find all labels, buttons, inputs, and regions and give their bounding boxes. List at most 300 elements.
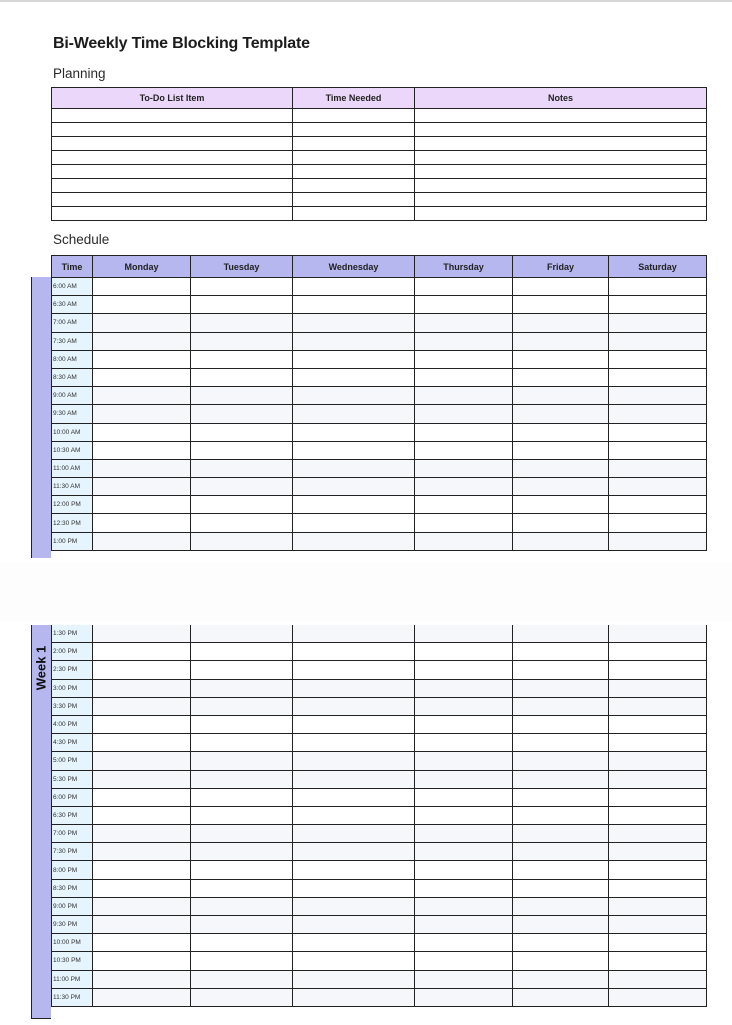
saturday-slot-cell[interactable] bbox=[609, 843, 707, 861]
friday-slot-cell[interactable] bbox=[513, 496, 609, 514]
wednesday-slot-cell[interactable] bbox=[293, 423, 415, 441]
wednesday-slot-cell[interactable] bbox=[293, 496, 415, 514]
time-slot-label: 11:00 PM bbox=[52, 970, 93, 988]
saturday-slot-cell[interactable] bbox=[609, 788, 707, 806]
thursday-slot-cell[interactable] bbox=[415, 788, 513, 806]
todo-cell[interactable] bbox=[52, 137, 293, 151]
saturday-slot-cell[interactable] bbox=[609, 934, 707, 952]
monday-slot-cell[interactable] bbox=[93, 806, 191, 824]
friday-slot-cell[interactable] bbox=[513, 368, 609, 386]
tuesday-slot-cell[interactable] bbox=[191, 423, 293, 441]
thursday-slot-cell[interactable] bbox=[415, 934, 513, 952]
wednesday-slot-cell[interactable] bbox=[293, 350, 415, 368]
wednesday-slot-cell[interactable] bbox=[293, 843, 415, 861]
todo-cell[interactable] bbox=[52, 109, 293, 123]
schedule-row bbox=[52, 661, 707, 679]
tuesday-slot-cell[interactable] bbox=[191, 916, 293, 934]
thursday-slot-cell[interactable] bbox=[415, 296, 513, 314]
column-header-time: Time bbox=[52, 256, 93, 278]
saturday-slot-cell[interactable] bbox=[609, 496, 707, 514]
wednesday-slot-cell[interactable] bbox=[293, 697, 415, 715]
thursday-slot-cell[interactable] bbox=[415, 988, 513, 1006]
schedule-row bbox=[52, 332, 707, 350]
time-slot-label: 1:30 PM bbox=[52, 625, 93, 643]
wednesday-slot-cell[interactable] bbox=[293, 952, 415, 970]
time-needed-cell[interactable] bbox=[293, 207, 415, 221]
friday-slot-cell[interactable] bbox=[513, 988, 609, 1006]
tuesday-slot-cell[interactable] bbox=[191, 459, 293, 477]
wednesday-slot-cell[interactable] bbox=[293, 459, 415, 477]
tuesday-slot-cell[interactable] bbox=[191, 643, 293, 661]
wednesday-slot-cell[interactable] bbox=[293, 314, 415, 332]
saturday-slot-cell[interactable] bbox=[609, 314, 707, 332]
todo-cell[interactable] bbox=[52, 123, 293, 137]
monday-slot-cell[interactable] bbox=[93, 715, 191, 733]
notes-cell[interactable] bbox=[415, 193, 707, 207]
monday-slot-cell[interactable] bbox=[93, 661, 191, 679]
thursday-slot-cell[interactable] bbox=[415, 478, 513, 496]
monday-slot-cell[interactable] bbox=[93, 734, 191, 752]
monday-slot-cell[interactable] bbox=[93, 532, 191, 550]
time-needed-cell[interactable] bbox=[293, 165, 415, 179]
friday-slot-cell[interactable] bbox=[513, 532, 609, 550]
time-slot-label: 5:00 PM bbox=[52, 752, 93, 770]
saturday-slot-cell[interactable] bbox=[609, 897, 707, 915]
friday-slot-cell[interactable] bbox=[513, 952, 609, 970]
wednesday-slot-cell[interactable] bbox=[293, 897, 415, 915]
notes-cell[interactable] bbox=[415, 109, 707, 123]
tuesday-slot-cell[interactable] bbox=[191, 752, 293, 770]
tuesday-slot-cell[interactable] bbox=[191, 897, 293, 915]
schedule-row bbox=[52, 697, 707, 715]
schedule-heading: Schedule bbox=[53, 232, 110, 247]
saturday-slot-cell[interactable] bbox=[609, 405, 707, 423]
friday-slot-cell[interactable] bbox=[513, 897, 609, 915]
schedule-row bbox=[52, 861, 707, 879]
thursday-slot-cell[interactable] bbox=[415, 752, 513, 770]
thursday-slot-cell[interactable] bbox=[415, 806, 513, 824]
friday-slot-cell[interactable] bbox=[513, 405, 609, 423]
friday-slot-cell[interactable] bbox=[513, 459, 609, 477]
saturday-slot-cell[interactable] bbox=[609, 514, 707, 532]
monday-slot-cell[interactable] bbox=[93, 514, 191, 532]
monday-slot-cell[interactable] bbox=[93, 752, 191, 770]
thursday-slot-cell[interactable] bbox=[415, 423, 513, 441]
planning-header-row bbox=[52, 88, 707, 109]
tuesday-slot-cell[interactable] bbox=[191, 825, 293, 843]
tuesday-slot-cell[interactable] bbox=[191, 278, 293, 296]
tuesday-slot-cell[interactable] bbox=[191, 679, 293, 697]
column-header-wednesday: Wednesday bbox=[293, 256, 415, 278]
time-needed-cell[interactable] bbox=[293, 137, 415, 151]
planning-row bbox=[52, 179, 707, 193]
wednesday-slot-cell[interactable] bbox=[293, 934, 415, 952]
friday-slot-cell[interactable] bbox=[513, 861, 609, 879]
planning-row bbox=[52, 207, 707, 221]
wednesday-slot-cell[interactable] bbox=[293, 661, 415, 679]
time-needed-cell[interactable] bbox=[293, 193, 415, 207]
monday-slot-cell[interactable] bbox=[93, 405, 191, 423]
planning-row bbox=[52, 109, 707, 123]
column-header-friday: Friday bbox=[513, 256, 609, 278]
saturday-slot-cell[interactable] bbox=[609, 459, 707, 477]
schedule-row bbox=[52, 496, 707, 514]
time-slot-label: 3:00 PM bbox=[52, 679, 93, 697]
monday-slot-cell[interactable] bbox=[93, 788, 191, 806]
notes-cell[interactable] bbox=[415, 123, 707, 137]
monday-slot-cell[interactable] bbox=[93, 970, 191, 988]
thursday-slot-cell[interactable] bbox=[415, 715, 513, 733]
monday-slot-cell[interactable] bbox=[93, 679, 191, 697]
notes-cell[interactable] bbox=[415, 151, 707, 165]
friday-slot-cell[interactable] bbox=[513, 697, 609, 715]
wednesday-slot-cell[interactable] bbox=[293, 770, 415, 788]
time-slot-label: 9:00 PM bbox=[52, 897, 93, 915]
saturday-slot-cell[interactable] bbox=[609, 625, 707, 643]
time-slot-label: 7:30 AM bbox=[52, 332, 93, 350]
monday-slot-cell[interactable] bbox=[93, 368, 191, 386]
planning-row bbox=[52, 165, 707, 179]
wednesday-slot-cell[interactable] bbox=[293, 988, 415, 1006]
wednesday-slot-cell[interactable] bbox=[293, 825, 415, 843]
monday-slot-cell[interactable] bbox=[93, 296, 191, 314]
tuesday-slot-cell[interactable] bbox=[191, 788, 293, 806]
saturday-slot-cell[interactable] bbox=[609, 350, 707, 368]
schedule-row bbox=[52, 988, 707, 1006]
column-header-notes: Notes bbox=[415, 88, 707, 109]
monday-slot-cell[interactable] bbox=[93, 423, 191, 441]
wednesday-slot-cell[interactable] bbox=[293, 441, 415, 459]
schedule-body-part2 bbox=[52, 625, 707, 1006]
thursday-slot-cell[interactable] bbox=[415, 350, 513, 368]
saturday-slot-cell[interactable] bbox=[609, 952, 707, 970]
thursday-slot-cell[interactable] bbox=[415, 625, 513, 643]
monday-slot-cell[interactable] bbox=[93, 314, 191, 332]
thursday-slot-cell[interactable] bbox=[415, 441, 513, 459]
tuesday-slot-cell[interactable] bbox=[191, 405, 293, 423]
tuesday-slot-cell[interactable] bbox=[191, 387, 293, 405]
wednesday-slot-cell[interactable] bbox=[293, 879, 415, 897]
wednesday-slot-cell[interactable] bbox=[293, 278, 415, 296]
tuesday-slot-cell[interactable] bbox=[191, 441, 293, 459]
wednesday-slot-cell[interactable] bbox=[293, 625, 415, 643]
todo-cell[interactable] bbox=[52, 151, 293, 165]
friday-slot-cell[interactable] bbox=[513, 441, 609, 459]
time-slot-label: 7:00 AM bbox=[52, 314, 93, 332]
tuesday-slot-cell[interactable] bbox=[191, 514, 293, 532]
time-needed-cell[interactable] bbox=[293, 179, 415, 193]
tuesday-slot-cell[interactable] bbox=[191, 934, 293, 952]
time-slot-label: 9:30 PM bbox=[52, 916, 93, 934]
planning-row bbox=[52, 137, 707, 151]
saturday-slot-cell[interactable] bbox=[609, 734, 707, 752]
tuesday-slot-cell[interactable] bbox=[191, 806, 293, 824]
wednesday-slot-cell[interactable] bbox=[293, 970, 415, 988]
monday-slot-cell[interactable] bbox=[93, 332, 191, 350]
saturday-slot-cell[interactable] bbox=[609, 879, 707, 897]
friday-slot-cell[interactable] bbox=[513, 314, 609, 332]
column-header-saturday: Saturday bbox=[609, 256, 707, 278]
schedule-row bbox=[52, 368, 707, 386]
todo-cell[interactable] bbox=[52, 179, 293, 193]
monday-slot-cell[interactable] bbox=[93, 350, 191, 368]
monday-slot-cell[interactable] bbox=[93, 643, 191, 661]
friday-slot-cell[interactable] bbox=[513, 916, 609, 934]
friday-slot-cell[interactable] bbox=[513, 970, 609, 988]
time-slot-label: 12:00 PM bbox=[52, 496, 93, 514]
time-slot-label: 4:30 PM bbox=[52, 734, 93, 752]
thursday-slot-cell[interactable] bbox=[415, 387, 513, 405]
schedule-body-part1 bbox=[52, 278, 707, 551]
thursday-slot-cell[interactable] bbox=[415, 532, 513, 550]
thursday-slot-cell[interactable] bbox=[415, 861, 513, 879]
notes-cell[interactable] bbox=[415, 137, 707, 151]
page-top-border bbox=[0, 0, 732, 2]
monday-slot-cell[interactable] bbox=[93, 387, 191, 405]
monday-slot-cell[interactable] bbox=[93, 441, 191, 459]
tuesday-slot-cell[interactable] bbox=[191, 496, 293, 514]
schedule-row bbox=[52, 514, 707, 532]
friday-slot-cell[interactable] bbox=[513, 643, 609, 661]
week-label-text: Week 1 bbox=[33, 645, 49, 691]
friday-slot-cell[interactable] bbox=[513, 625, 609, 643]
saturday-slot-cell[interactable] bbox=[609, 825, 707, 843]
thursday-slot-cell[interactable] bbox=[415, 897, 513, 915]
monday-slot-cell[interactable] bbox=[93, 478, 191, 496]
friday-slot-cell[interactable] bbox=[513, 332, 609, 350]
saturday-slot-cell[interactable] bbox=[609, 643, 707, 661]
thursday-slot-cell[interactable] bbox=[415, 879, 513, 897]
friday-slot-cell[interactable] bbox=[513, 514, 609, 532]
friday-slot-cell[interactable] bbox=[513, 715, 609, 733]
column-header-time-needed: Time Needed bbox=[293, 88, 415, 109]
thursday-slot-cell[interactable] bbox=[415, 970, 513, 988]
todo-cell[interactable] bbox=[52, 165, 293, 179]
tuesday-slot-cell[interactable] bbox=[191, 332, 293, 350]
time-needed-cell[interactable] bbox=[293, 123, 415, 137]
column-header-tuesday: Tuesday bbox=[191, 256, 293, 278]
planning-row bbox=[52, 123, 707, 137]
page-title: Bi-Weekly Time Blocking Template bbox=[53, 35, 310, 52]
planning-table-body bbox=[52, 109, 707, 221]
wednesday-slot-cell[interactable] bbox=[293, 752, 415, 770]
notes-cell[interactable] bbox=[415, 179, 707, 193]
tuesday-slot-cell[interactable] bbox=[191, 861, 293, 879]
tuesday-slot-cell[interactable] bbox=[191, 734, 293, 752]
wednesday-slot-cell[interactable] bbox=[293, 296, 415, 314]
thursday-slot-cell[interactable] bbox=[415, 278, 513, 296]
saturday-slot-cell[interactable] bbox=[609, 715, 707, 733]
wednesday-slot-cell[interactable] bbox=[293, 734, 415, 752]
friday-slot-cell[interactable] bbox=[513, 752, 609, 770]
tuesday-slot-cell[interactable] bbox=[191, 697, 293, 715]
friday-slot-cell[interactable] bbox=[513, 423, 609, 441]
saturday-slot-cell[interactable] bbox=[609, 332, 707, 350]
thursday-slot-cell[interactable] bbox=[415, 697, 513, 715]
saturday-slot-cell[interactable] bbox=[609, 806, 707, 824]
wednesday-slot-cell[interactable] bbox=[293, 679, 415, 697]
tuesday-slot-cell[interactable] bbox=[191, 879, 293, 897]
time-slot-label: 7:00 PM bbox=[52, 825, 93, 843]
thursday-slot-cell[interactable] bbox=[415, 514, 513, 532]
saturday-slot-cell[interactable] bbox=[609, 532, 707, 550]
thursday-slot-cell[interactable] bbox=[415, 368, 513, 386]
tuesday-slot-cell[interactable] bbox=[191, 368, 293, 386]
saturday-slot-cell[interactable] bbox=[609, 752, 707, 770]
tuesday-slot-cell[interactable] bbox=[191, 988, 293, 1006]
friday-slot-cell[interactable] bbox=[513, 478, 609, 496]
time-needed-cell[interactable] bbox=[293, 151, 415, 165]
friday-slot-cell[interactable] bbox=[513, 879, 609, 897]
friday-slot-cell[interactable] bbox=[513, 934, 609, 952]
wednesday-slot-cell[interactable] bbox=[293, 715, 415, 733]
saturday-slot-cell[interactable] bbox=[609, 770, 707, 788]
friday-slot-cell[interactable] bbox=[513, 843, 609, 861]
monday-slot-cell[interactable] bbox=[93, 988, 191, 1006]
thursday-slot-cell[interactable] bbox=[415, 661, 513, 679]
schedule-row bbox=[52, 770, 707, 788]
monday-slot-cell[interactable] bbox=[93, 825, 191, 843]
time-slot-label: 8:30 PM bbox=[52, 879, 93, 897]
friday-slot-cell[interactable] bbox=[513, 825, 609, 843]
wednesday-slot-cell[interactable] bbox=[293, 532, 415, 550]
wednesday-slot-cell[interactable] bbox=[293, 861, 415, 879]
tuesday-slot-cell[interactable] bbox=[191, 970, 293, 988]
wednesday-slot-cell[interactable] bbox=[293, 514, 415, 532]
friday-slot-cell[interactable] bbox=[513, 806, 609, 824]
wednesday-slot-cell[interactable] bbox=[293, 332, 415, 350]
friday-slot-cell[interactable] bbox=[513, 296, 609, 314]
tuesday-slot-cell[interactable] bbox=[191, 952, 293, 970]
tuesday-slot-cell[interactable] bbox=[191, 843, 293, 861]
thursday-slot-cell[interactable] bbox=[415, 916, 513, 934]
wednesday-slot-cell[interactable] bbox=[293, 405, 415, 423]
saturday-slot-cell[interactable] bbox=[609, 661, 707, 679]
saturday-slot-cell[interactable] bbox=[609, 423, 707, 441]
monday-slot-cell[interactable] bbox=[93, 861, 191, 879]
monday-slot-cell[interactable] bbox=[93, 278, 191, 296]
schedule-row bbox=[52, 843, 707, 861]
saturday-slot-cell[interactable] bbox=[609, 368, 707, 386]
monday-slot-cell[interactable] bbox=[93, 952, 191, 970]
saturday-slot-cell[interactable] bbox=[609, 278, 707, 296]
time-slot-label: 2:30 PM bbox=[52, 661, 93, 679]
wednesday-slot-cell[interactable] bbox=[293, 478, 415, 496]
tuesday-slot-cell[interactable] bbox=[191, 350, 293, 368]
thursday-slot-cell[interactable] bbox=[415, 825, 513, 843]
saturday-slot-cell[interactable] bbox=[609, 679, 707, 697]
column-header-todo: To-Do List Item bbox=[52, 88, 293, 109]
time-needed-cell[interactable] bbox=[293, 109, 415, 123]
schedule-row bbox=[52, 387, 707, 405]
wednesday-slot-cell[interactable] bbox=[293, 916, 415, 934]
friday-slot-cell[interactable] bbox=[513, 734, 609, 752]
thursday-slot-cell[interactable] bbox=[415, 459, 513, 477]
todo-cell[interactable] bbox=[52, 207, 293, 221]
thursday-slot-cell[interactable] bbox=[415, 843, 513, 861]
thursday-slot-cell[interactable] bbox=[415, 643, 513, 661]
saturday-slot-cell[interactable] bbox=[609, 916, 707, 934]
thursday-slot-cell[interactable] bbox=[415, 314, 513, 332]
saturday-slot-cell[interactable] bbox=[609, 478, 707, 496]
saturday-slot-cell[interactable] bbox=[609, 988, 707, 1006]
thursday-slot-cell[interactable] bbox=[415, 332, 513, 350]
tuesday-slot-cell[interactable] bbox=[191, 296, 293, 314]
schedule-row bbox=[52, 825, 707, 843]
schedule-row bbox=[52, 734, 707, 752]
monday-slot-cell[interactable] bbox=[93, 879, 191, 897]
schedule-row bbox=[52, 478, 707, 496]
time-slot-label: 10:00 PM bbox=[52, 934, 93, 952]
tuesday-slot-cell[interactable] bbox=[191, 625, 293, 643]
schedule-table-part1 bbox=[51, 255, 707, 551]
wednesday-slot-cell[interactable] bbox=[293, 368, 415, 386]
wednesday-slot-cell[interactable] bbox=[293, 788, 415, 806]
monday-slot-cell[interactable] bbox=[93, 897, 191, 915]
schedule-row bbox=[52, 278, 707, 296]
saturday-slot-cell[interactable] bbox=[609, 441, 707, 459]
tuesday-slot-cell[interactable] bbox=[191, 532, 293, 550]
friday-slot-cell[interactable] bbox=[513, 770, 609, 788]
thursday-slot-cell[interactable] bbox=[415, 952, 513, 970]
schedule-row bbox=[52, 806, 707, 824]
friday-slot-cell[interactable] bbox=[513, 387, 609, 405]
thursday-slot-cell[interactable] bbox=[415, 679, 513, 697]
monday-slot-cell[interactable] bbox=[93, 496, 191, 514]
tuesday-slot-cell[interactable] bbox=[191, 478, 293, 496]
schedule-row bbox=[52, 752, 707, 770]
schedule-row bbox=[52, 715, 707, 733]
thursday-slot-cell[interactable] bbox=[415, 496, 513, 514]
monday-slot-cell[interactable] bbox=[93, 843, 191, 861]
time-slot-label: 12:30 PM bbox=[52, 514, 93, 532]
saturday-slot-cell[interactable] bbox=[609, 296, 707, 314]
wednesday-slot-cell[interactable] bbox=[293, 643, 415, 661]
saturday-slot-cell[interactable] bbox=[609, 970, 707, 988]
friday-slot-cell[interactable] bbox=[513, 679, 609, 697]
friday-slot-cell[interactable] bbox=[513, 788, 609, 806]
monday-slot-cell[interactable] bbox=[93, 625, 191, 643]
monday-slot-cell[interactable] bbox=[93, 916, 191, 934]
friday-slot-cell[interactable] bbox=[513, 278, 609, 296]
friday-slot-cell[interactable] bbox=[513, 350, 609, 368]
schedule-row bbox=[52, 643, 707, 661]
time-slot-label: 5:30 PM bbox=[52, 770, 93, 788]
tuesday-slot-cell[interactable] bbox=[191, 661, 293, 679]
tuesday-slot-cell[interactable] bbox=[191, 314, 293, 332]
saturday-slot-cell[interactable] bbox=[609, 387, 707, 405]
notes-cell[interactable] bbox=[415, 165, 707, 179]
wednesday-slot-cell[interactable] bbox=[293, 387, 415, 405]
thursday-slot-cell[interactable] bbox=[415, 770, 513, 788]
thursday-slot-cell[interactable] bbox=[415, 405, 513, 423]
tuesday-slot-cell[interactable] bbox=[191, 770, 293, 788]
wednesday-slot-cell[interactable] bbox=[293, 806, 415, 824]
friday-slot-cell[interactable] bbox=[513, 661, 609, 679]
todo-cell[interactable] bbox=[52, 193, 293, 207]
time-slot-label: 1:00 PM bbox=[52, 532, 93, 550]
notes-cell[interactable] bbox=[415, 207, 707, 221]
thursday-slot-cell[interactable] bbox=[415, 734, 513, 752]
monday-slot-cell[interactable] bbox=[93, 459, 191, 477]
schedule-row bbox=[52, 296, 707, 314]
monday-slot-cell[interactable] bbox=[93, 770, 191, 788]
saturday-slot-cell[interactable] bbox=[609, 697, 707, 715]
monday-slot-cell[interactable] bbox=[93, 934, 191, 952]
monday-slot-cell[interactable] bbox=[93, 697, 191, 715]
tuesday-slot-cell[interactable] bbox=[191, 715, 293, 733]
saturday-slot-cell[interactable] bbox=[609, 861, 707, 879]
